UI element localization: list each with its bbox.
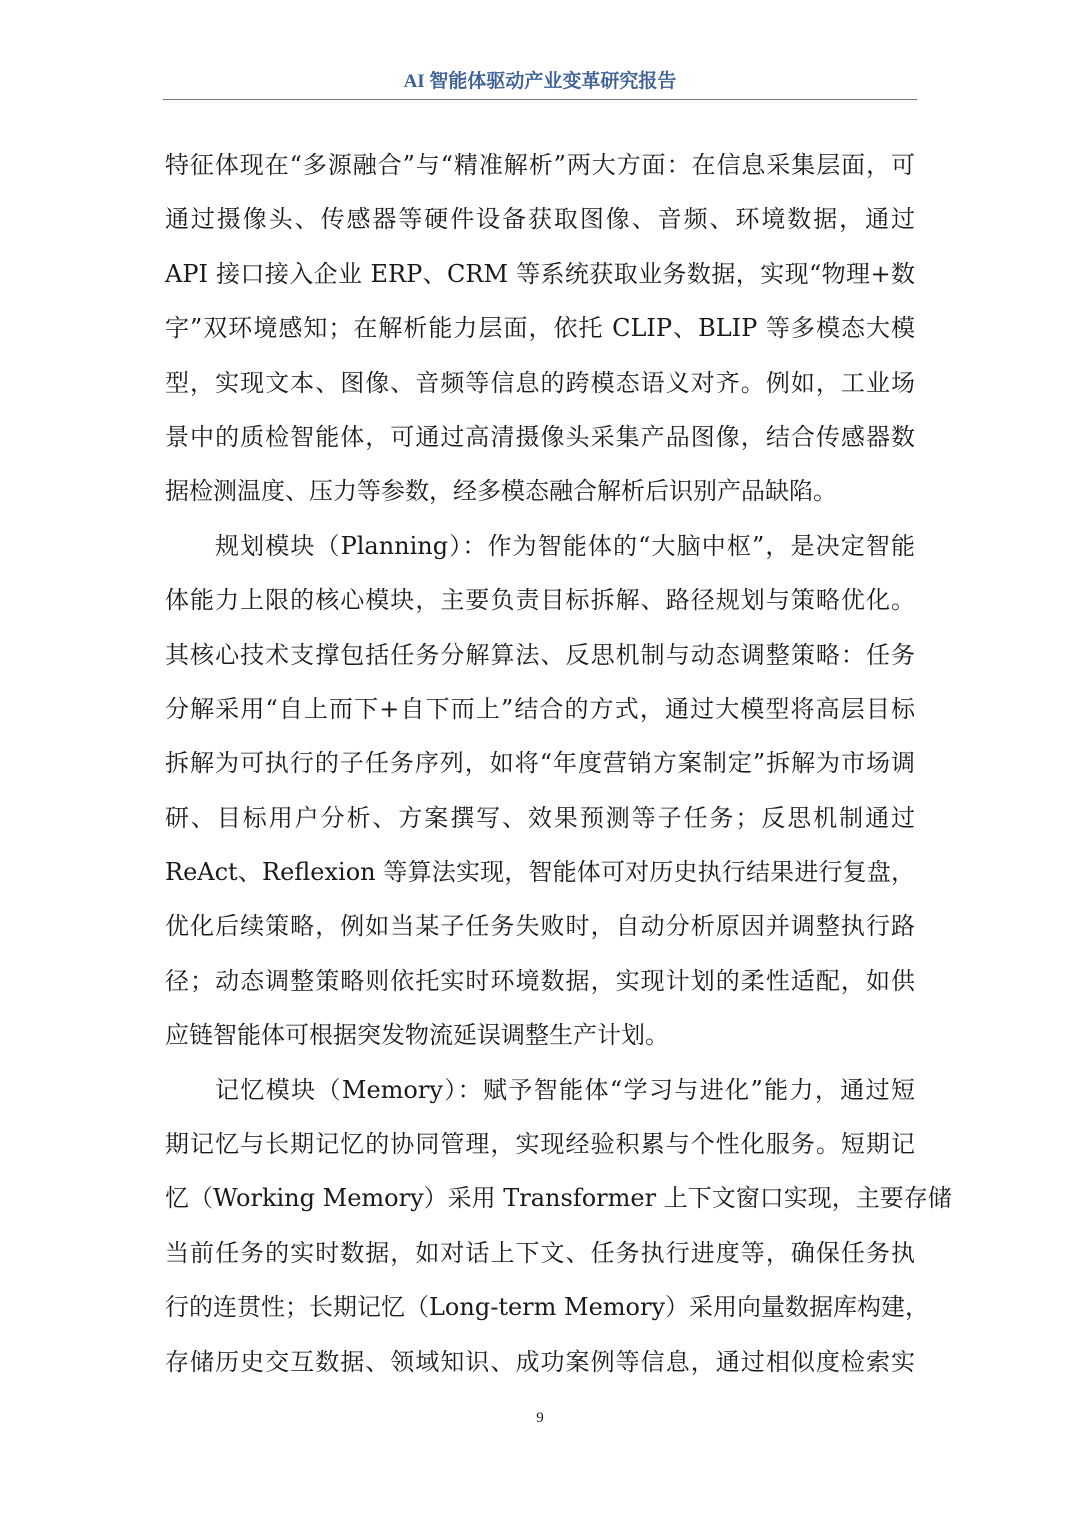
text-line: 存储历史交互数据、领域知识、成功案例等信息，通过相似度检索实 [165,1347,915,1376]
text-line: 特征体现在“多源融合”与“精准解析”两大方面：在信息采集层面，可 [165,151,915,179]
text-line: 规划模块（Planning）：作为智能体的“大脑中枢”，是决定智能 [215,531,915,560]
running-header: AI 智能体驱动产业变革研究报告 [403,71,677,92]
text-line: API 接口接入企业 ERP、CRM 等系统获取业务数据，实现“物理+数 [165,259,915,288]
header-rule [163,99,917,100]
text-line: 行的连贯性；长期记忆（Long-term Memory）采用向量数据库构建， [165,1293,930,1322]
text-line: 分解采用“自上而下+自下而上”结合的方式，通过大模型将高层目标 [165,694,915,723]
text-line: 通过摄像头、传感器等硬件设备获取图像、音频、环境数据，通过 [165,205,915,234]
text-line: 体能力上限的核心模块，主要负责目标拆解、路径规划与策略优化。 [165,586,915,615]
text-line: 应链智能体可根据突发物流延误调整生产计划。 [165,1021,669,1050]
body-text [165,146,952,1397]
text-line: 忆（Working Memory）采用 Transformer 上下文窗口实现，主要存储 [165,1184,952,1213]
text-line: ReAct、Reflexion 等算法实现，智能体可对历史执行结果进行复盘， [165,858,915,887]
text-line: 径；动态调整策略则依托实时环境数据，实现计划的柔性适配，如供 [165,966,915,995]
text-line: 其核心技术支撑包括任务分解算法、反思机制与动态调整策略：任务 [165,640,915,669]
text-line: 据检测温度、压力等参数，经多模态融合解析后识别产品缺陷。 [165,477,837,506]
page-number: 9 [536,1410,544,1426]
text-line: 优化后续策略，例如当某子任务失败时，自动分析原因并调整执行路 [165,912,915,941]
text-line: 当前任务的实时数据，如对话上下文、任务执行进度等，确保任务执 [165,1238,915,1267]
text-line: 字”双环境感知；在解析能力层面，依托 CLIP、BLIP 等多模态大模 [165,314,915,343]
text-line: 景中的质检智能体，可通过高清摄像头采集产品图像，结合传感器数 [165,422,915,451]
text-line: 型，实现文本、图像、音频等信息的跨模态语义对齐。例如，工业场 [165,368,915,397]
text-line: 期记忆与长期记忆的协同管理，实现经验积累与个性化服务。短期记 [165,1130,915,1159]
text-line: 拆解为可执行的子任务序列，如将“年度营销方案制定”拆解为市场调 [165,749,915,778]
text-line: 记忆模块（Memory）：赋予智能体“学习与进化”能力，通过短 [215,1075,915,1104]
text-line: 研、目标用户分析、方案撰写、效果预测等子任务；反思机制通过 [165,803,915,832]
